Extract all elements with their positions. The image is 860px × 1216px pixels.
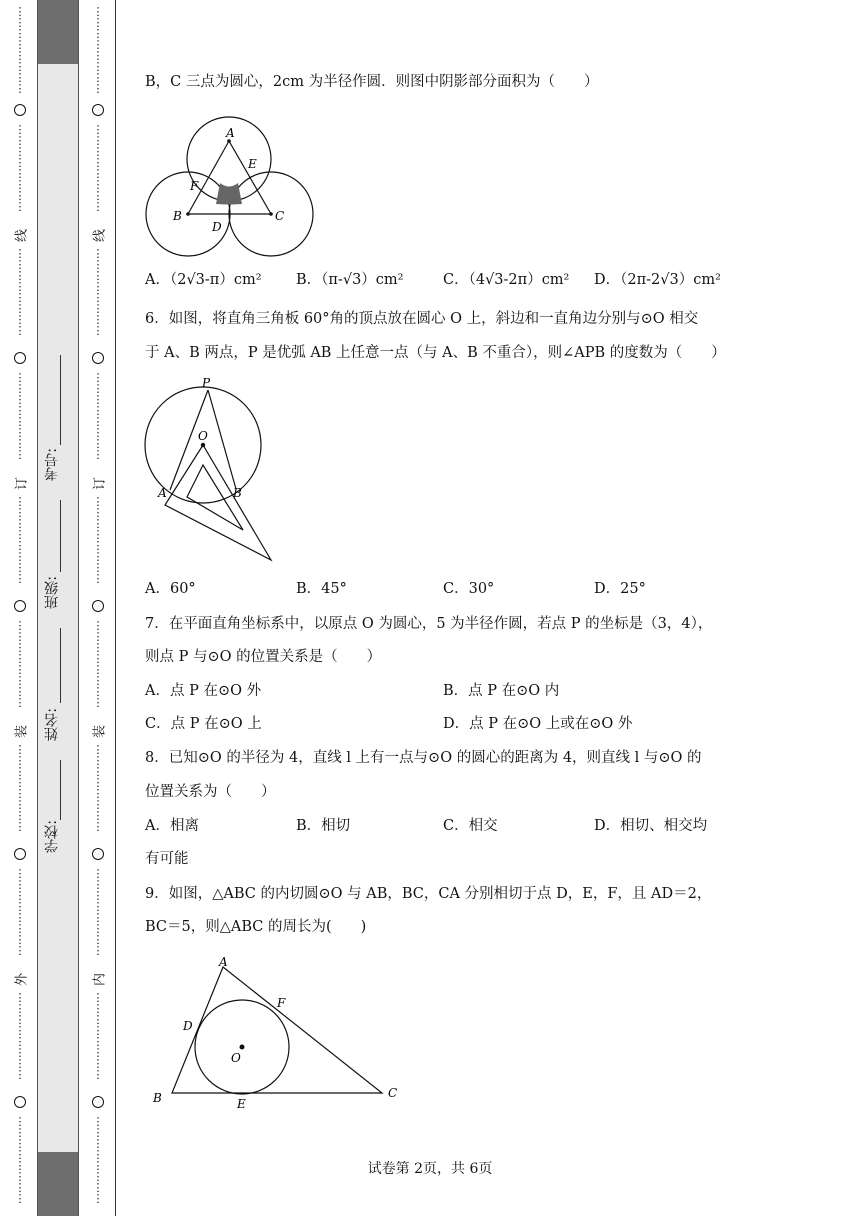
outer-binding-dots: ⋮ ⋮ ⋮ ⋮ ⋮ ⋮ ⋮ ⋮ [14, 744, 26, 833]
q7-text-line2: 则点 P 与⊙O 的位置关系是（ ） [145, 649, 382, 665]
q6-label-a: A [158, 486, 167, 500]
q9-label-f: F [277, 996, 286, 1010]
q5-label-a: A [226, 126, 235, 140]
q5-label-e: E [248, 157, 257, 171]
inner-binding-dots: ⋮ ⋮ ⋮ ⋮ ⋮ ⋮ ⋮ ⋮ [92, 124, 104, 213]
exam-number-label: 考号: [44, 448, 60, 481]
inner-binding-label: 线 [92, 229, 108, 243]
q9-label-d: D [183, 1019, 193, 1033]
q6-figure [140, 372, 290, 572]
outer-binding-dots: ⋮ ⋮ ⋮ ⋮ ⋮ ⋮ ⋮ ⋮ [14, 868, 26, 957]
q9-label-o: O [231, 1051, 241, 1065]
inner-binding-dots: ⋮ ⋮ ⋮ ⋮ ⋮ ⋮ ⋮ ⋮ [92, 1116, 104, 1205]
q9-text-line2: BC＝5，则△ABC 的周长为( ) [145, 919, 367, 935]
outer-binding-circle-mark [14, 848, 26, 860]
inner-binding-dots: ⋮ ⋮ ⋮ ⋮ ⋮ ⋮ ⋮ ⋮ [92, 248, 104, 337]
outer-binding-dots: ⋮ ⋮ ⋮ ⋮ ⋮ ⋮ ⋮ ⋮ [14, 620, 26, 709]
q5-text: B，C 三点为圆心，2cm 为半径作圆．则图中阴影部分面积为（ ） [145, 74, 599, 90]
q9-label-c: C [388, 1086, 398, 1100]
q7-option-d: D．点 P 在⊙O 上或在⊙O 外 [443, 716, 633, 732]
q5-label-f: F [190, 179, 199, 193]
inner-binding-circle-mark [92, 1096, 104, 1108]
q6-text-line1: 6．如图，将直角三角板 60°角的顶点放在圆心 O 上，斜边和一直角边分别与⊙O 相交 [145, 311, 699, 327]
exam-number-line [60, 355, 61, 445]
outer-binding-dots: ⋮ ⋮ ⋮ ⋮ ⋮ ⋮ ⋮ ⋮ [14, 496, 26, 585]
outer-binding-dots: ⋮ ⋮ ⋮ ⋮ ⋮ ⋮ ⋮ ⋮ [14, 1116, 26, 1205]
inner-binding-circle-mark [92, 600, 104, 612]
q6-label-b: B [233, 486, 242, 500]
q6-option-a: A．60° [145, 581, 196, 597]
inner-binding-dots: ⋮ ⋮ ⋮ ⋮ ⋮ ⋮ ⋮ ⋮ [92, 496, 104, 585]
name-label: 姓名: [44, 708, 60, 741]
q8-text-line1: 8．已知⊙O 的半径为 4，直线 l 上有一点与⊙O 的圆心的距离为 4，则直线 l 与⊙O 的 [145, 750, 702, 766]
inner-binding-dots: ⋮ ⋮ ⋮ ⋮ ⋮ ⋮ ⋮ ⋮ [92, 620, 104, 709]
q8-option-b: B．相切 [296, 818, 351, 834]
school-label: 学校: [44, 820, 60, 853]
q6-option-d: D．25° [594, 581, 646, 597]
q5-option-c: C．（4√3-2π）cm² [443, 272, 570, 288]
q6-option-c: C．30° [443, 581, 495, 597]
q7-option-c: C．点 P 在⊙O 上 [145, 716, 262, 732]
outer-binding-circle-mark [14, 600, 26, 612]
class-label: 班级: [44, 576, 60, 609]
q5-label-b: B [173, 209, 182, 223]
outer-binding-dots: ⋮ ⋮ ⋮ ⋮ ⋮ ⋮ ⋮ ⋮ [14, 992, 26, 1081]
panel-top-block [38, 0, 78, 64]
q5-option-b: B．（π-√3）cm² [296, 272, 404, 288]
outer-binding-circle-mark [14, 104, 26, 116]
q8-option-c: C．相交 [443, 818, 498, 834]
inner-binding-circle-mark [92, 352, 104, 364]
q7-option-b: B．点 P 在⊙O 内 [443, 683, 560, 699]
page-footer: 试卷第 2页，共 6页 [367, 1161, 493, 1177]
q8-option-a: A．相离 [145, 818, 199, 834]
inner-binding-dots: ⋮ ⋮ ⋮ ⋮ ⋮ ⋮ ⋮ ⋮ [92, 744, 104, 833]
outer-binding-label: 订 [14, 477, 30, 491]
q5-label-d: D [212, 220, 222, 234]
q9-text-line1: 9．如图，△ABC 的内切圆⊙O 与 AB，BC，CA 分别相切于点 D，E，F，且 AD＝2， [145, 886, 712, 902]
name-line [60, 628, 61, 703]
outer-binding-circle-mark [14, 1096, 26, 1108]
class-line [60, 500, 61, 572]
q5-option-a: A．（2√3-π）cm² [145, 272, 262, 288]
outer-binding-circle-mark [14, 352, 26, 364]
q9-label-a: A [219, 955, 228, 969]
q6-label-p: P [202, 376, 211, 390]
q9-figure [145, 950, 415, 1120]
q6-text-line2: 于 A、B 两点，P 是优弧 AB 上任意一点（与 A、B 不重合），则∠APB 的度数为（ ） [145, 345, 726, 361]
inner-binding-label: 订 [92, 477, 108, 491]
outer-binding-label: 线 [14, 229, 30, 243]
inner-binding-label: 装 [92, 725, 108, 739]
q7-option-a: A．点 P 在⊙O 外 [145, 683, 262, 699]
q9-label-e: E [237, 1097, 246, 1111]
q8-option-d-wrap: 有可能 [145, 851, 189, 867]
inner-binding-dots: ⋮ ⋮ ⋮ ⋮ ⋮ ⋮ ⋮ ⋮ [92, 6, 104, 95]
q6-option-b: B．45° [296, 581, 347, 597]
q5-option-d: D．（2π-2√3）cm² [594, 272, 721, 288]
outer-binding-label: 装 [14, 725, 30, 739]
inner-binding-label: 内 [92, 973, 108, 987]
inner-binding-circle-mark [92, 104, 104, 116]
q7-text-line1: 7．在平面直角坐标系中，以原点 O 为圆心，5 为半径作圆，若点 P 的坐标是（3，4）， [145, 616, 713, 632]
inner-binding-dots: ⋮ ⋮ ⋮ ⋮ ⋮ ⋮ ⋮ ⋮ [92, 992, 104, 1081]
q9-label-b: B [153, 1091, 162, 1105]
outer-binding-dots: ⋮ ⋮ ⋮ ⋮ ⋮ ⋮ ⋮ ⋮ [14, 6, 26, 95]
outer-binding-dots: ⋮ ⋮ ⋮ ⋮ ⋮ ⋮ ⋮ ⋮ [14, 372, 26, 461]
q6-label-o: O [198, 429, 208, 443]
q5-label-c: C [275, 209, 285, 223]
q8-text-line2: 位置关系为（ ） [145, 784, 276, 800]
page-border-line [115, 0, 116, 1216]
outer-binding-dots: ⋮ ⋮ ⋮ ⋮ ⋮ ⋮ ⋮ ⋮ [14, 248, 26, 337]
inner-binding-circle-mark [92, 848, 104, 860]
outer-binding-dots: ⋮ ⋮ ⋮ ⋮ ⋮ ⋮ ⋮ ⋮ [14, 124, 26, 213]
outer-binding-label: 外 [14, 973, 30, 987]
q8-option-d: D．相切、相交均 [594, 818, 708, 834]
q5-figure [140, 100, 320, 260]
school-line [60, 760, 61, 820]
inner-binding-dots: ⋮ ⋮ ⋮ ⋮ ⋮ ⋮ ⋮ ⋮ [92, 372, 104, 461]
inner-binding-dots: ⋮ ⋮ ⋮ ⋮ ⋮ ⋮ ⋮ ⋮ [92, 868, 104, 957]
